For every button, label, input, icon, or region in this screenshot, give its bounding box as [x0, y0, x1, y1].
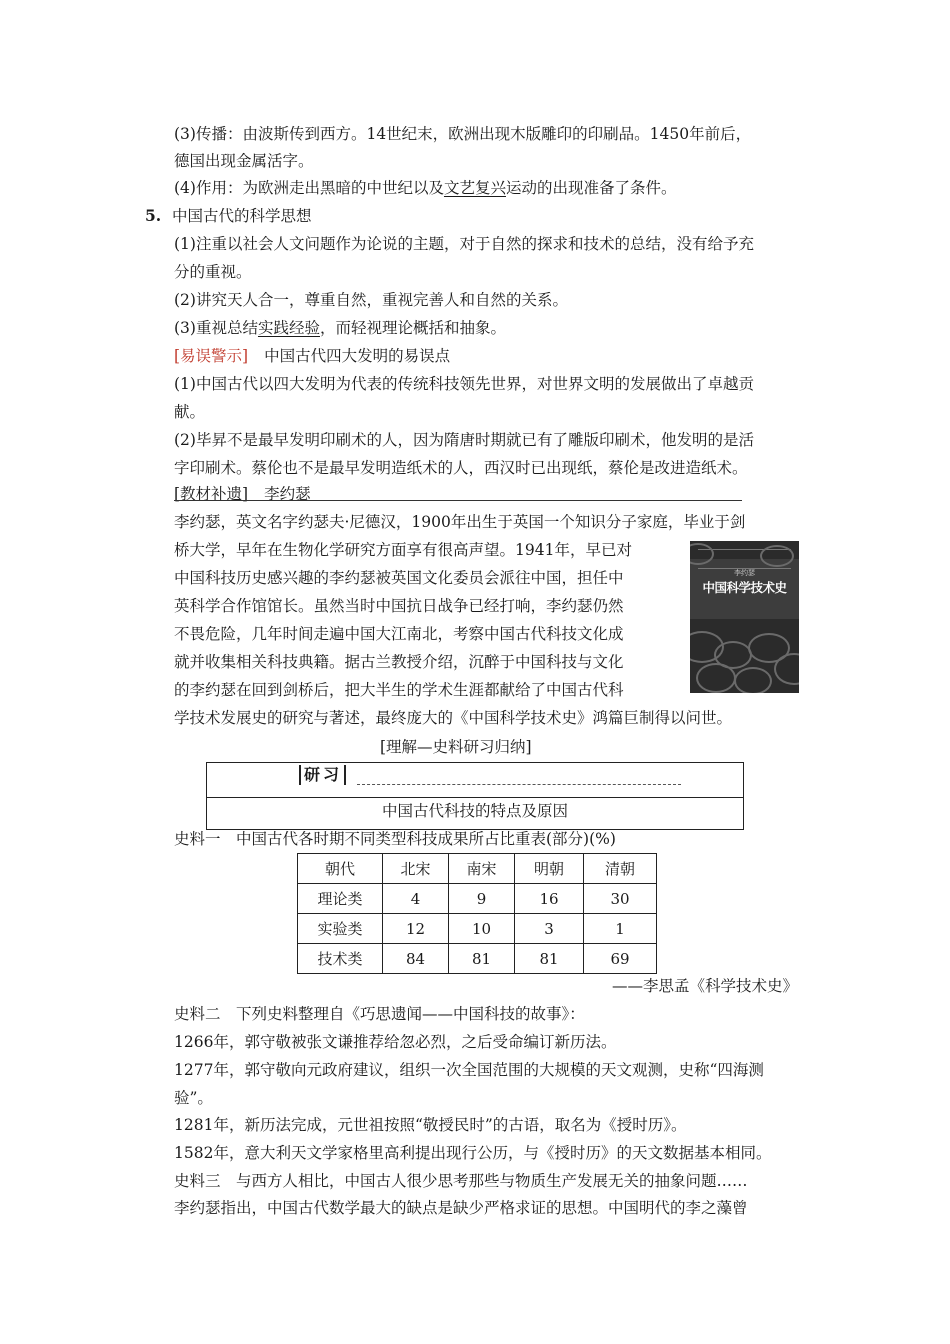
- text-line: 德国出现金属活字。: [174, 152, 314, 170]
- table-cell: 30: [584, 884, 657, 914]
- table-cell: 10: [449, 914, 515, 944]
- study-tag: 研习: [299, 765, 346, 785]
- table-cell: 技术类: [298, 944, 383, 974]
- table-cell: 84: [383, 944, 449, 974]
- cover-author: 李约瑟: [734, 569, 755, 577]
- text-line: 分的重视。: [174, 263, 252, 281]
- text-span: (4)作用：为欧洲走出黑暗的中世纪以及: [174, 179, 444, 197]
- text-line: 桥大学，早年在生物化学研究方面享有很高声望。1941年，早已对: [174, 541, 632, 559]
- table-header-row: [298, 854, 657, 884]
- material-heading: 史料一 中国古代各时期不同类型科技成果所占比重表(部分)(%): [174, 830, 616, 848]
- table-cell: 81: [449, 944, 515, 974]
- text-span: (3)重视总结: [174, 319, 258, 337]
- text-line: 献。: [174, 403, 206, 421]
- table-row: [298, 914, 657, 944]
- underlined-keyword: 实践经验: [257, 319, 320, 337]
- study-topic: 中国古代科技的特点及原因: [381, 802, 568, 820]
- text-line: [174, 178, 677, 198]
- text-line: 不畏危险，几年时间走遍中国大江南北，考察中国古代科技文化成: [174, 625, 624, 643]
- supplement-heading: [174, 484, 311, 504]
- table-header-cell: 明朝: [515, 854, 584, 884]
- cloud-pattern: [734, 667, 772, 693]
- table-cell: 16: [515, 884, 584, 914]
- table-header-cell: 北宋: [383, 854, 449, 884]
- material-heading: 史料三 与西方人相比，中国古人很少思考那些与物质生产发展无关的抽象问题……: [174, 1172, 748, 1190]
- section-number: 5.: [145, 206, 162, 225]
- text-line: 1266年，郭守敬被张文谦推荐给忽必烈，之后受命编订新历法。: [174, 1033, 617, 1051]
- text-line: [174, 318, 506, 338]
- text-line: 验”。: [174, 1089, 213, 1107]
- warning-heading: [174, 346, 450, 366]
- table-cell: 12: [383, 914, 449, 944]
- text-line: (1)注重以社会人文问题作为论说的主题，对于自然的探求和技术的总结，没有给予充: [174, 235, 754, 253]
- table-header-cell: 朝代: [298, 854, 383, 884]
- text-line: 的李约瑟在回到剑桥后，把大半生的学术生涯都献给了中国古代科: [174, 681, 624, 699]
- cover-title: 中国科学技术史: [702, 580, 787, 595]
- table-cell: 9: [449, 884, 515, 914]
- study-box: [206, 762, 744, 830]
- text-line: 1277年，郭守敬向元政府建议，组织一次全国范围的大规模的天文观测，史称“四海测: [174, 1061, 764, 1079]
- table-header-cell: 南宋: [449, 854, 515, 884]
- text-line: 李约瑟，英文名字约瑟夫·尼德汉，1900年出生于英国一个知识分子家庭，毕业于剑: [174, 513, 746, 531]
- supplement-title: 李约瑟: [264, 485, 311, 503]
- cloud-pattern: [696, 663, 736, 693]
- cloud-pattern: [760, 545, 794, 567]
- text-line: 学技术发展史的研究与著述，最终庞大的《中国科学技术史》鸿篇巨制得以问世。: [174, 709, 733, 727]
- text-line: 1281年，新历法完成，元世祖按照“敬授民时”的古语，取名为《授时历》。: [174, 1116, 687, 1134]
- table-cell: 81: [515, 944, 584, 974]
- dashed-line: [357, 784, 681, 785]
- underlined-keyword: 文艺复兴: [443, 179, 506, 197]
- table-cell: 4: [383, 884, 449, 914]
- table-cell: 实验类: [298, 914, 383, 944]
- source-citation: ——李思孟《科学技术史》: [612, 977, 799, 995]
- table-row: [298, 944, 657, 974]
- study-box-top: [207, 763, 743, 798]
- text-line: 英科学合作馆馆长。虽然当时中国抗日战争已经打响，李约瑟仍然: [174, 597, 624, 615]
- table-cell: 理论类: [298, 884, 383, 914]
- text-line: 就并收集相关科技典籍。据古兰教授介绍，沉醉于中国科技与文化: [174, 653, 624, 671]
- supplement-tag: [教材补遗]: [174, 485, 249, 503]
- table-row: [298, 884, 657, 914]
- section-heading: [理解—史料研习归纳]: [380, 738, 532, 756]
- material-heading: 史料二 下列史料整理自《巧思遗闻——中国科技的故事》：: [174, 1005, 585, 1023]
- text-line: (2)毕昇不是最早发明印刷术的人，因为隋唐时期就已有了雕版印刷术，他发明的是活: [174, 431, 754, 449]
- table-cell: 3: [515, 914, 584, 944]
- text-line: 中国科技历史感兴趣的李约瑟被英国文化委员会派往中国，担任中: [174, 569, 624, 587]
- text-line: 李约瑟指出，中国古代数学最大的缺点是缺少严格求证的思想。中国明代的李之藻曾: [174, 1199, 748, 1217]
- cloud-pattern: [774, 653, 799, 685]
- text-span: ，而轻视理论概括和抽象。: [319, 319, 506, 337]
- section-title: 中国古代的科学思想: [172, 207, 312, 225]
- text-line: (1)中国古代以四大发明为代表的传统科技领先世界，对世界文明的发展做出了卓越贡: [174, 375, 754, 393]
- supplement-rule: [174, 500, 742, 501]
- book-cover-image: [690, 541, 799, 693]
- warning-tag: [易误警示]: [174, 347, 249, 365]
- text-span: 运动的出现准备了条件。: [505, 179, 677, 197]
- text-line: (2)讲究天人合一，尊重自然，重视完善人和自然的关系。: [174, 291, 568, 309]
- warning-title: 中国古代四大发明的易误点: [264, 347, 451, 365]
- text-line: (3)传播：由波斯传到西方。14世纪末，欧洲出现木版雕印的印刷品。1450年前后，: [174, 125, 752, 143]
- table-cell: 69: [584, 944, 657, 974]
- data-table: [297, 853, 657, 974]
- text-line: 字印刷术。蔡伦也不是最早发明造纸术的人，西汉时已出现纸，蔡伦是改进造纸术。: [174, 459, 748, 477]
- table-cell: 1: [584, 914, 657, 944]
- table-header-cell: 清朝: [584, 854, 657, 884]
- text-line: 1582年，意大利天文学家格里高利提出现行公历，与《授时历》的天文数据基本相同。: [174, 1144, 772, 1162]
